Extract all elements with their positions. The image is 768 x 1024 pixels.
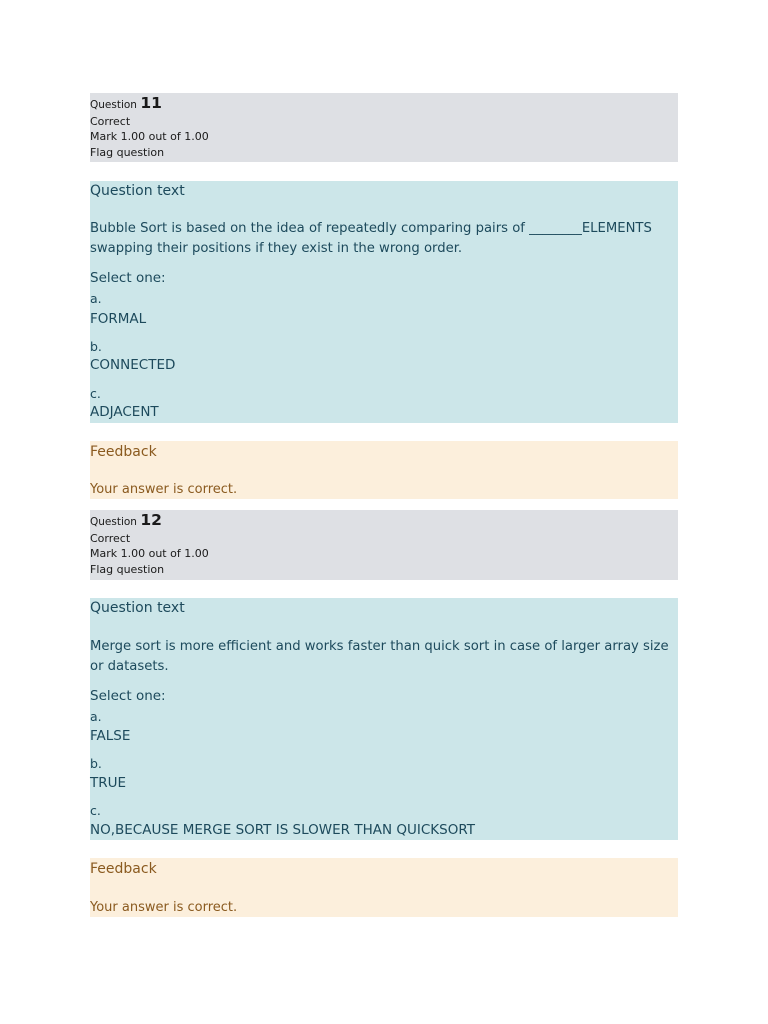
question-mark: Mark 1.00 out of 1.00 bbox=[90, 130, 209, 143]
question-prefix: Question bbox=[90, 99, 137, 111]
question-text-panel bbox=[90, 598, 678, 840]
option-a-answer[interactable]: FORMAL bbox=[90, 311, 147, 327]
question-number-value: 12 bbox=[140, 511, 162, 529]
question-text-panel bbox=[90, 181, 678, 423]
question-text-label: Question text bbox=[90, 600, 185, 616]
option-a-answer[interactable]: FALSE bbox=[90, 728, 131, 744]
feedback-message: Your answer is correct. bbox=[90, 900, 238, 915]
option-b-letter: b. bbox=[90, 339, 102, 354]
option-b-answer[interactable]: TRUE bbox=[90, 775, 127, 791]
question-number bbox=[90, 96, 678, 114]
question-number bbox=[90, 513, 678, 531]
flag-question-link[interactable]: Flag question bbox=[90, 145, 165, 159]
feedback-panel bbox=[90, 441, 678, 499]
select-one-label: Select one: bbox=[90, 270, 166, 286]
option-b-letter: b. bbox=[90, 756, 102, 771]
option-a-letter: a. bbox=[90, 291, 102, 306]
question-text-label: Question text bbox=[90, 183, 185, 199]
question-info-panel bbox=[90, 93, 678, 162]
question-stem: Merge sort is more efficient and works faster than quick sort in case of larger array size or datasets. bbox=[90, 639, 669, 674]
option-b-answer[interactable]: CONNECTED bbox=[90, 357, 176, 373]
question-number-value: 11 bbox=[140, 94, 162, 112]
question-mark: Mark 1.00 out of 1.00 bbox=[90, 547, 209, 560]
flag-question-link[interactable]: Flag question bbox=[90, 562, 165, 576]
feedback-label: Feedback bbox=[90, 861, 157, 877]
option-c-letter: c. bbox=[90, 803, 101, 818]
option-c-answer[interactable]: NO,BECAUSE MERGE SORT IS SLOWER THAN QUICKSORT bbox=[90, 822, 475, 838]
question-prefix: Question bbox=[90, 516, 137, 528]
feedback-panel bbox=[90, 858, 678, 917]
question-stem: Bubble Sort is based on the idea of repeatedly comparing pairs of ________ELEMENTS swapping their positions if they exist in the wrong order. bbox=[90, 221, 652, 256]
option-c-letter: c. bbox=[90, 386, 101, 401]
option-c-answer[interactable]: ADJACENT bbox=[90, 404, 159, 420]
feedback-label: Feedback bbox=[90, 444, 157, 460]
option-a-letter: a. bbox=[90, 709, 102, 724]
question-info-panel bbox=[90, 510, 678, 580]
feedback-message: Your answer is correct. bbox=[90, 482, 238, 497]
question-status: Correct bbox=[90, 114, 131, 128]
select-one-label: Select one: bbox=[90, 688, 166, 704]
question-status: Correct bbox=[90, 531, 131, 545]
